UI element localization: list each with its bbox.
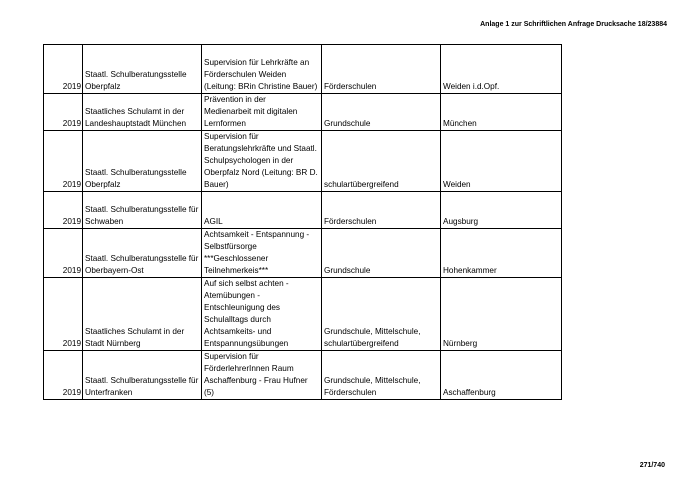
place-cell: Weiden i.d.Opf. xyxy=(441,45,562,94)
year-cell: 2019 xyxy=(44,351,83,400)
year-cell: 2019 xyxy=(44,278,83,351)
year-cell: 2019 xyxy=(44,45,83,94)
school-type-cell: Grundschule, Mittelschule, Förderschulen xyxy=(322,351,441,400)
place-cell: Weiden xyxy=(441,131,562,192)
place-cell: Nürnberg xyxy=(441,278,562,351)
title-cell: Achtsamkeit - Entspannung - Selbstfürsorge ***Geschlossener Teilnehmerkeis*** xyxy=(202,229,322,278)
table-row xyxy=(44,278,562,351)
school-type-cell: Förderschulen xyxy=(322,45,441,94)
table-row xyxy=(44,229,562,278)
events-table xyxy=(43,44,562,400)
office-cell: Staatl. Schulberatungsstelle für Schwaben xyxy=(83,192,202,229)
school-type-cell: Grundschule xyxy=(322,94,441,131)
school-type-cell: Förderschulen xyxy=(322,192,441,229)
title-cell: Supervision für Beratungslehrkräfte und Staatl. Schulpsychologen in der Oberpfalz Nord (Leitung: BR D. Bauer) xyxy=(202,131,322,192)
title-cell: AGIL xyxy=(202,192,322,229)
office-cell: Staatl. Schulberatungsstelle für Oberbayern-Ost xyxy=(83,229,202,278)
table-row xyxy=(44,131,562,192)
table-row xyxy=(44,351,562,400)
office-cell: Staatliches Schulamt in der Landeshauptstadt München xyxy=(83,94,202,131)
document-header: Anlage 1 zur Schriftlichen Anfrage Drucksache 18/23884 xyxy=(480,21,667,28)
table-row xyxy=(44,45,562,94)
title-cell: Supervision für Lehrkräfte an Förderschulen Weiden (Leitung: BRin Christine Bauer) xyxy=(202,45,322,94)
year-cell: 2019 xyxy=(44,229,83,278)
table-row xyxy=(44,192,562,229)
school-type-cell: Grundschule, Mittelschule, schulartübergreifend xyxy=(322,278,441,351)
office-cell: Staatl. Schulberatungsstelle für Unterfranken xyxy=(83,351,202,400)
title-cell: Supervision für FörderlehrerInnen Raum Aschaffenburg - Frau Hufner (5) xyxy=(202,351,322,400)
office-cell: Staatl. Schulberatungsstelle Oberpfalz xyxy=(83,45,202,94)
title-cell: Auf sich selbst achten - Atemübungen - Entschleunigung des Schulalltags durch Achtsamkeits- und Entspannungsübungen xyxy=(202,278,322,351)
school-type-cell: schulartübergreifend xyxy=(322,131,441,192)
year-cell: 2019 xyxy=(44,131,83,192)
office-cell: Staatl. Schulberatungsstelle Oberpfalz xyxy=(83,131,202,192)
school-type-cell: Grundschule xyxy=(322,229,441,278)
place-cell: München xyxy=(441,94,562,131)
title-cell: Prävention in der Medienarbeit mit digitalen Lernformen xyxy=(202,94,322,131)
page-number: 271/740 xyxy=(639,462,665,469)
place-cell: Aschaffenburg xyxy=(441,351,562,400)
table-row xyxy=(44,94,562,131)
place-cell: Hohenkammer xyxy=(441,229,562,278)
year-cell: 2019 xyxy=(44,192,83,229)
office-cell: Staatliches Schulamt in der Stadt Nürnberg xyxy=(83,278,202,351)
year-cell: 2019 xyxy=(44,94,83,131)
place-cell: Augsburg xyxy=(441,192,562,229)
